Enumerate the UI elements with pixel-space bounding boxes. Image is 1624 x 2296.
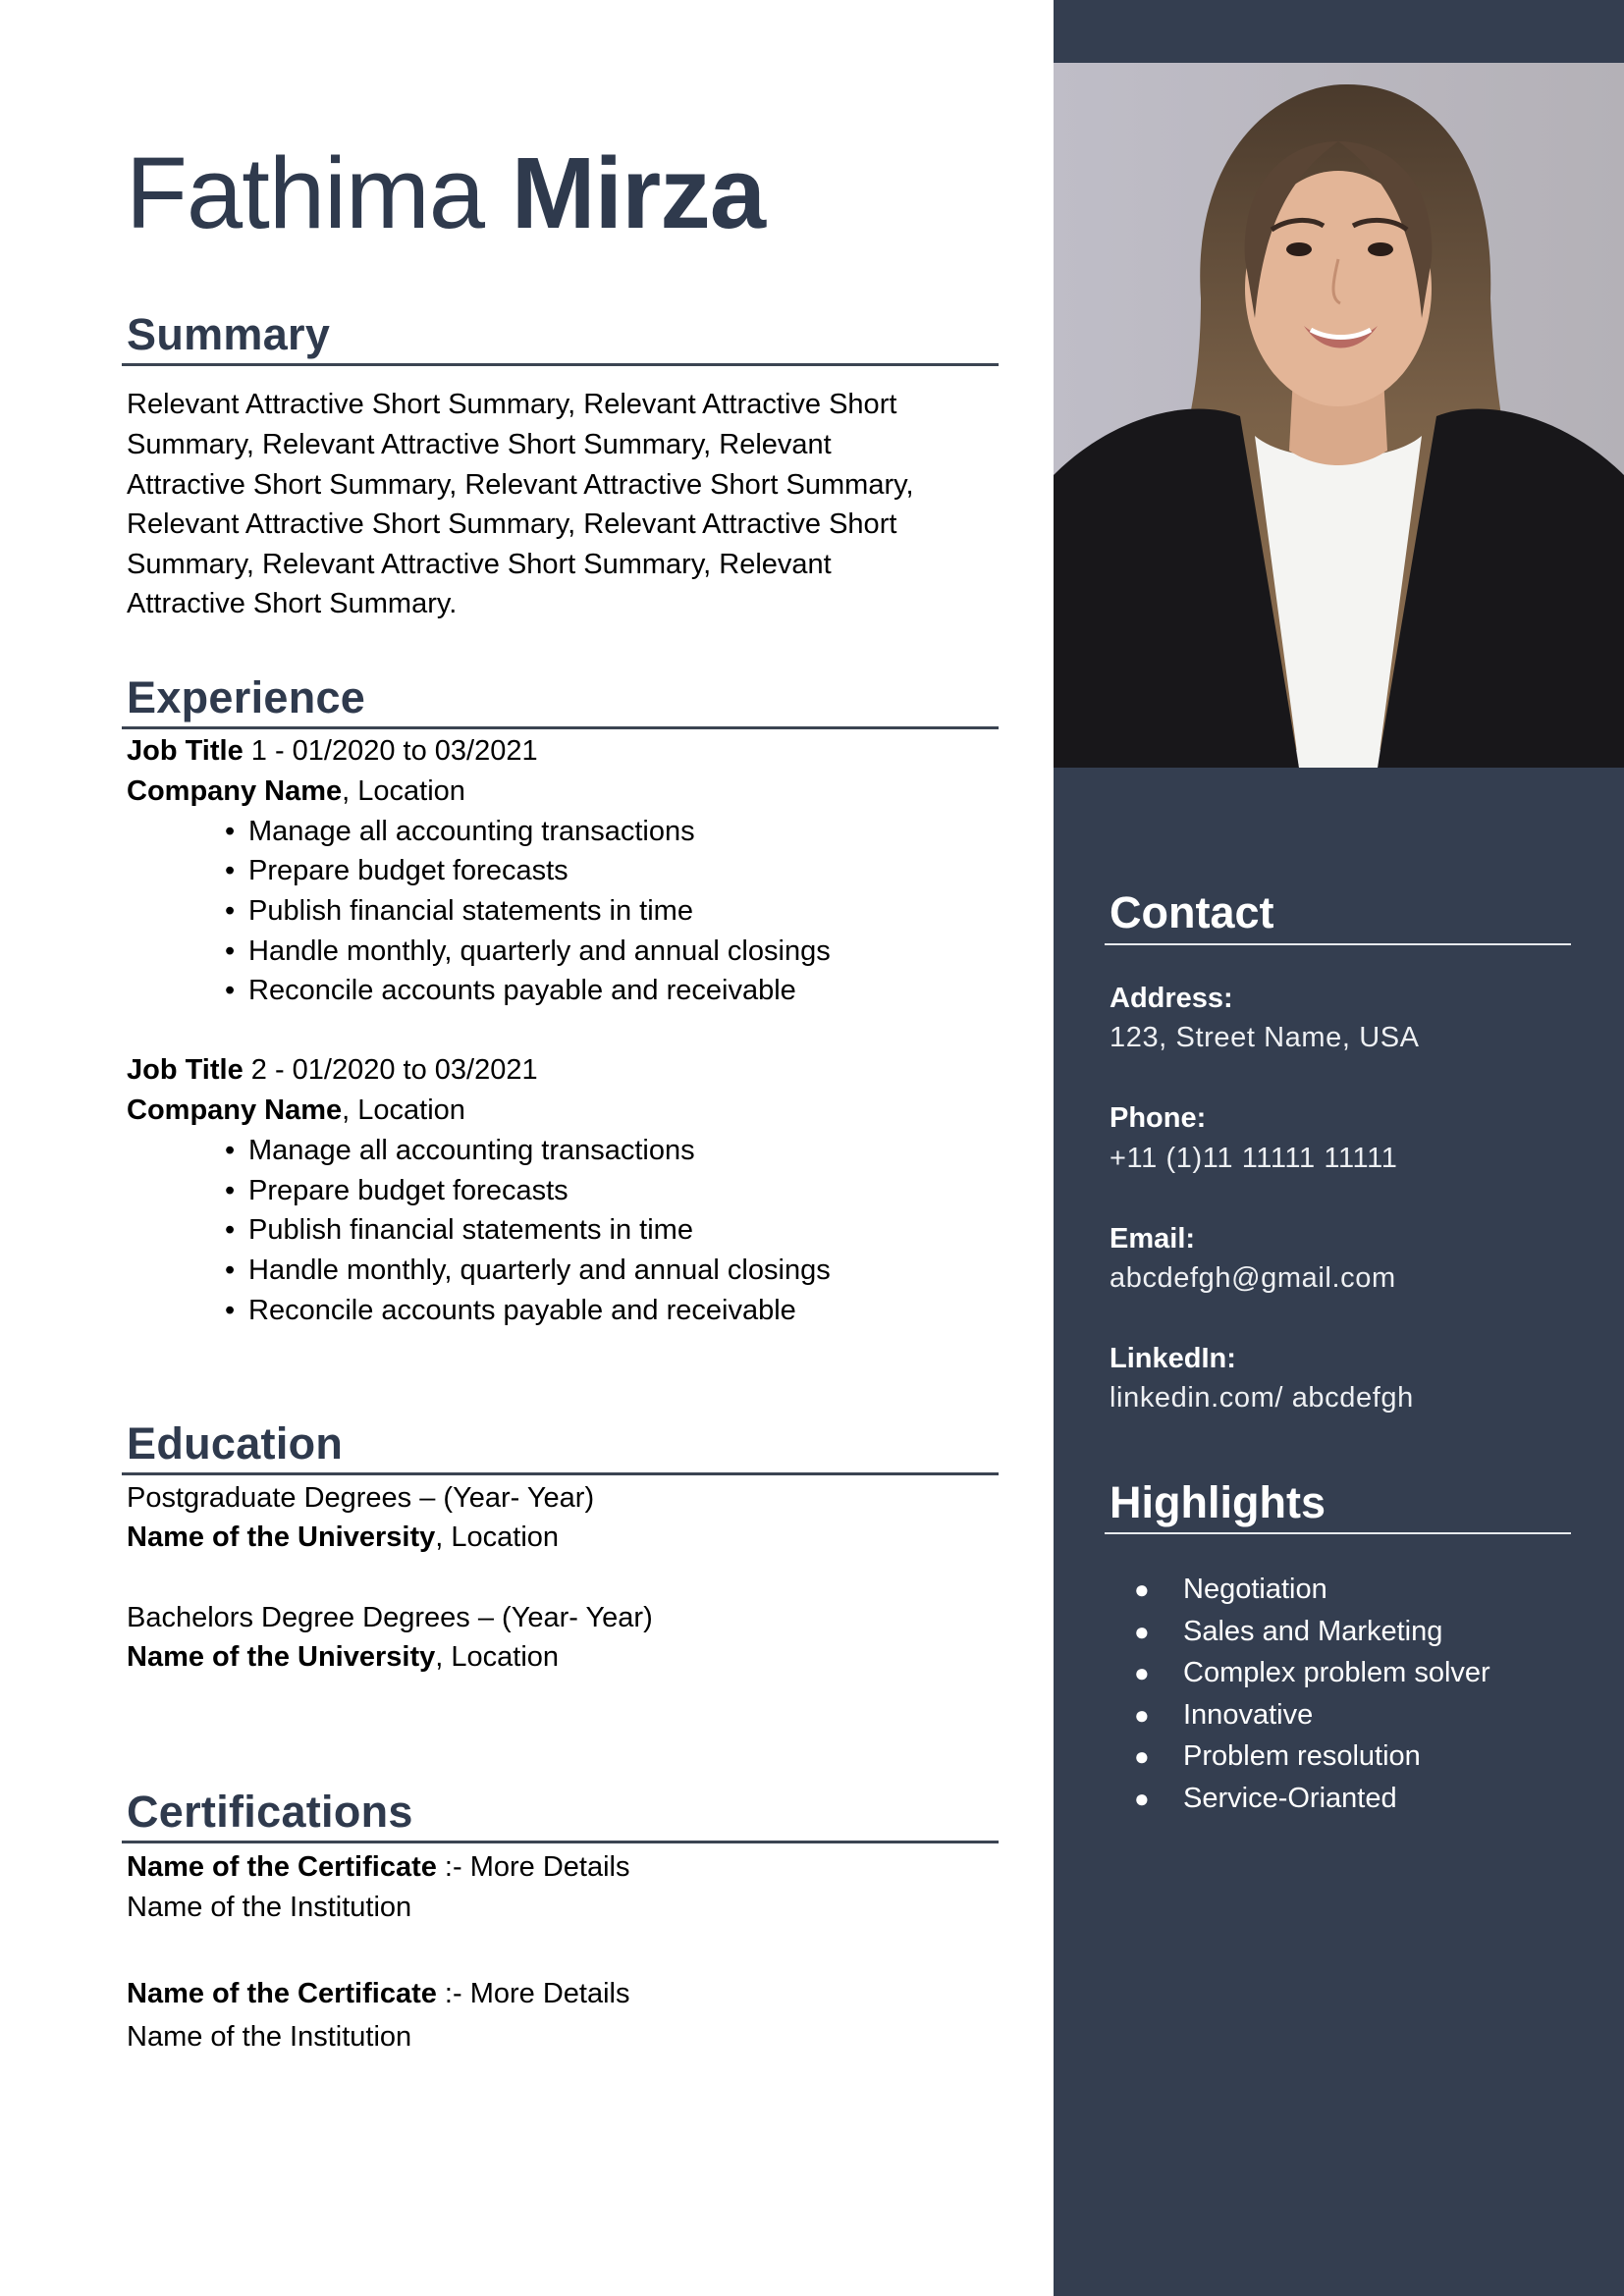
university-location: , Location xyxy=(435,1522,560,1553)
highlight-item: ● Service-Orianted xyxy=(1134,1778,1397,1819)
email-link[interactable]: abcdefgh@gmail.com xyxy=(1110,1262,1396,1294)
bullet-icon: • xyxy=(225,816,236,847)
bullet-icon: ● xyxy=(1134,1741,1150,1771)
candidate-name xyxy=(126,137,765,248)
highlights-divider xyxy=(1105,1532,1571,1534)
certificate-name: Name of the Certificate xyxy=(127,1851,437,1883)
phone-label: Phone: xyxy=(1110,1102,1207,1134)
bullet-icon: • xyxy=(225,1214,236,1246)
portrait-image xyxy=(1054,63,1624,768)
bullet-icon: • xyxy=(225,895,236,927)
certificate-name: Name of the Certificate xyxy=(127,1978,437,2009)
bullet-icon: • xyxy=(225,1295,236,1326)
highlight-item: ● Problem resolution xyxy=(1134,1735,1421,1777)
job-dates: 2 - 01/2020 to 03/2021 xyxy=(243,1054,538,1086)
job-title-label: Job Title xyxy=(127,1054,244,1086)
bullet-icon: • xyxy=(225,1135,236,1166)
highlight-item: ● Negotiation xyxy=(1134,1569,1327,1610)
bullet-icon: ● xyxy=(1134,1617,1150,1646)
job-title-line xyxy=(127,1050,538,1091)
bullet-icon: • xyxy=(225,935,236,967)
bullet-icon: • xyxy=(225,1255,236,1286)
certificate-details: :- More Details xyxy=(436,1851,630,1883)
university-location: , Location xyxy=(435,1641,560,1673)
summary-line: Summary, Relevant Attractive Short Summary, Relevant xyxy=(127,549,832,580)
contact-divider xyxy=(1105,943,1571,945)
highlight-item: ● Complex problem solver xyxy=(1134,1652,1490,1693)
university-line xyxy=(127,1637,559,1678)
degree-line: Postgraduate Degrees – (Year- Year) xyxy=(127,1482,595,1514)
education-divider xyxy=(122,1472,999,1475)
summary-line: Summary, Relevant Attractive Short Summary, Relevant xyxy=(127,429,832,460)
education-heading: Education xyxy=(127,1418,344,1468)
job-dates: 1 - 01/2020 to 03/2021 xyxy=(243,735,538,767)
company-name: Company Name xyxy=(127,775,343,807)
summary-heading: Summary xyxy=(127,309,331,359)
certificate-line xyxy=(127,1847,629,1888)
institution-line: Name of the Institution xyxy=(127,2021,412,2053)
experience-divider xyxy=(122,726,999,729)
summary-divider xyxy=(122,363,999,366)
job-bullet: • Publish financial statements in time xyxy=(225,1210,693,1251)
university-line xyxy=(127,1518,559,1558)
company-name: Company Name xyxy=(127,1095,343,1126)
certifications-divider xyxy=(122,1841,999,1843)
job-bullet: • Publish financial statements in time xyxy=(225,891,693,932)
job-bullet: • Handle monthly, quarterly and annual closings xyxy=(225,1251,831,1291)
last-name: Mirza xyxy=(511,136,765,249)
institution-line: Name of the Institution xyxy=(127,1892,412,1923)
job-bullet: • Reconcile accounts payable and receivable xyxy=(225,1291,796,1331)
university-name: Name of the University xyxy=(127,1641,436,1673)
profile-photo xyxy=(1054,63,1624,768)
job-bullet: • Handle monthly, quarterly and annual closings xyxy=(225,932,831,972)
job-bullet: • Manage all accounting transactions xyxy=(225,1131,695,1171)
experience-heading: Experience xyxy=(127,672,366,722)
job-bullet: • Prepare budget forecasts xyxy=(225,851,568,891)
job-bullet: • Reconcile accounts payable and receivable xyxy=(225,971,796,1011)
certificate-line xyxy=(127,1974,629,2014)
job-title-label: Job Title xyxy=(127,735,244,767)
job-bullet: • Manage all accounting transactions xyxy=(225,812,695,852)
bullet-icon: ● xyxy=(1134,1784,1150,1813)
highlight-item: ● Sales and Marketing xyxy=(1134,1611,1442,1652)
phone-value[interactable]: +11 (1)11 11111 11111 xyxy=(1110,1143,1398,1174)
company-location: , Location xyxy=(342,1095,465,1126)
first-name: Fathima xyxy=(126,136,485,249)
bullet-icon: • xyxy=(225,855,236,886)
summary-line: Attractive Short Summary. xyxy=(127,588,458,619)
bullet-icon: ● xyxy=(1134,1700,1150,1730)
contact-heading: Contact xyxy=(1110,887,1274,937)
job-title-line xyxy=(127,731,538,772)
bullet-icon: ● xyxy=(1134,1575,1150,1604)
company-line xyxy=(127,1091,465,1131)
summary-line: Attractive Short Summary, Relevant Attractive Short Summary, xyxy=(127,469,914,501)
linkedin-label: LinkedIn: xyxy=(1110,1343,1236,1374)
highlights-heading: Highlights xyxy=(1110,1477,1326,1527)
bullet-icon: • xyxy=(225,1175,236,1206)
company-location: , Location xyxy=(342,775,465,807)
linkedin-link[interactable]: linkedin.com/ abcdefgh xyxy=(1110,1382,1414,1414)
certifications-heading: Certifications xyxy=(127,1787,413,1837)
degree-line: Bachelors Degree Degrees – (Year- Year) xyxy=(127,1602,653,1633)
address-label: Address: xyxy=(1110,983,1233,1014)
bullet-icon: ● xyxy=(1134,1658,1150,1687)
summary-line: Relevant Attractive Short Summary, Relevant Attractive Short xyxy=(127,508,897,540)
bullet-icon: • xyxy=(225,975,236,1006)
highlight-item: ● Innovative xyxy=(1134,1694,1313,1735)
company-line xyxy=(127,772,465,812)
summary-line: Relevant Attractive Short Summary, Relevant Attractive Short xyxy=(127,389,897,420)
job-bullet: • Prepare budget forecasts xyxy=(225,1171,568,1211)
certificate-details: :- More Details xyxy=(436,1978,630,2009)
email-label: Email: xyxy=(1110,1223,1196,1255)
university-name: Name of the University xyxy=(127,1522,436,1553)
address-value: 123, Street Name, USA xyxy=(1110,1022,1420,1053)
